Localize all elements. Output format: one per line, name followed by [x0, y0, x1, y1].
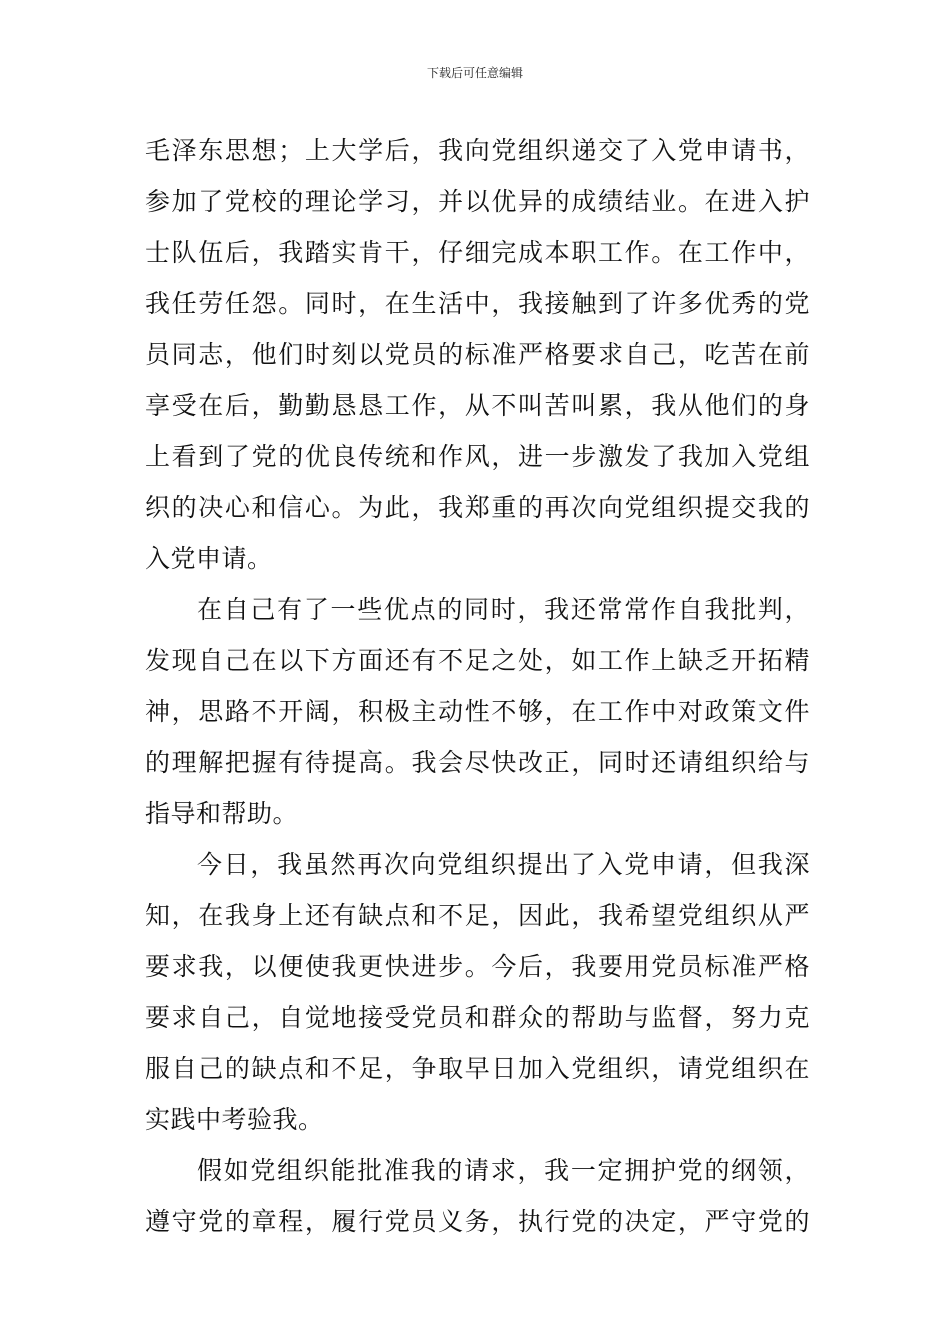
- text-line: 要求我，以便使我更快进步。今后，我要用党员标准严格: [145, 952, 810, 981]
- text-line: 服自己的缺点和不足，争取早日加入党组织，请党组织在: [145, 1054, 810, 1083]
- text-line: 神，思路不开阔，积极主动性不够，在工作中对政策文件: [145, 697, 810, 726]
- text-line: 实践中考验我。: [145, 1105, 324, 1134]
- text-line: 遵守党的章程，履行党员义务，执行党的决定，严守党的: [145, 1207, 810, 1236]
- text-line: 织的决心和信心。为此，我郑重的再次向党组织提交我的: [145, 493, 810, 522]
- text-line: 指导和帮助。: [145, 799, 299, 828]
- text-line: 假如党组织能批准我的请求，我一定拥护党的纲领，: [197, 1156, 810, 1185]
- text-line: 上看到了党的优良传统和作风，进一步激发了我加入党组: [145, 442, 810, 471]
- text-line: 在自己有了一些优点的同时，我还常常作自我批判，: [197, 595, 810, 624]
- text-line: 员同志，他们时刻以党员的标准严格要求自己，吃苦在前: [145, 340, 810, 369]
- text-line: 入党申请。: [145, 544, 273, 573]
- text-line: 毛泽东思想；上大学后，我向党组织递交了入党申请书，: [145, 136, 810, 165]
- text-line: 享受在后，勤勤恳恳工作，从不叫苦叫累，我从他们的身: [145, 391, 810, 420]
- text-line: 士队伍后，我踏实肯干，仔细完成本职工作。在工作中，: [145, 238, 810, 267]
- paragraph-2: [145, 584, 810, 839]
- paragraph-4: [145, 1145, 810, 1247]
- page-header-note: 下载后可任意编辑: [426, 66, 523, 80]
- paragraph-3: [145, 839, 810, 1145]
- text-line: 要求自己，自觉地接受党员和群众的帮助与监督，努力克: [145, 1003, 810, 1032]
- text-line: 今日，我虽然再次向党组织提出了入党申请，但我深: [197, 850, 810, 879]
- document-body: [145, 125, 810, 1247]
- text-line: 我任劳任怨。同时，在生活中，我接触到了许多优秀的党: [145, 289, 810, 318]
- paragraph-1: [145, 125, 810, 584]
- text-line: 的理解把握有待提高。我会尽快改正，同时还请组织给与: [145, 748, 810, 777]
- text-line: 参加了党校的理论学习，并以优异的成绩结业。在进入护: [145, 187, 810, 216]
- text-line: 发现自己在以下方面还有不足之处，如工作上缺乏开拓精: [145, 646, 810, 675]
- text-line: 知，在我身上还有缺点和不足，因此，我希望党组织从严: [145, 901, 810, 930]
